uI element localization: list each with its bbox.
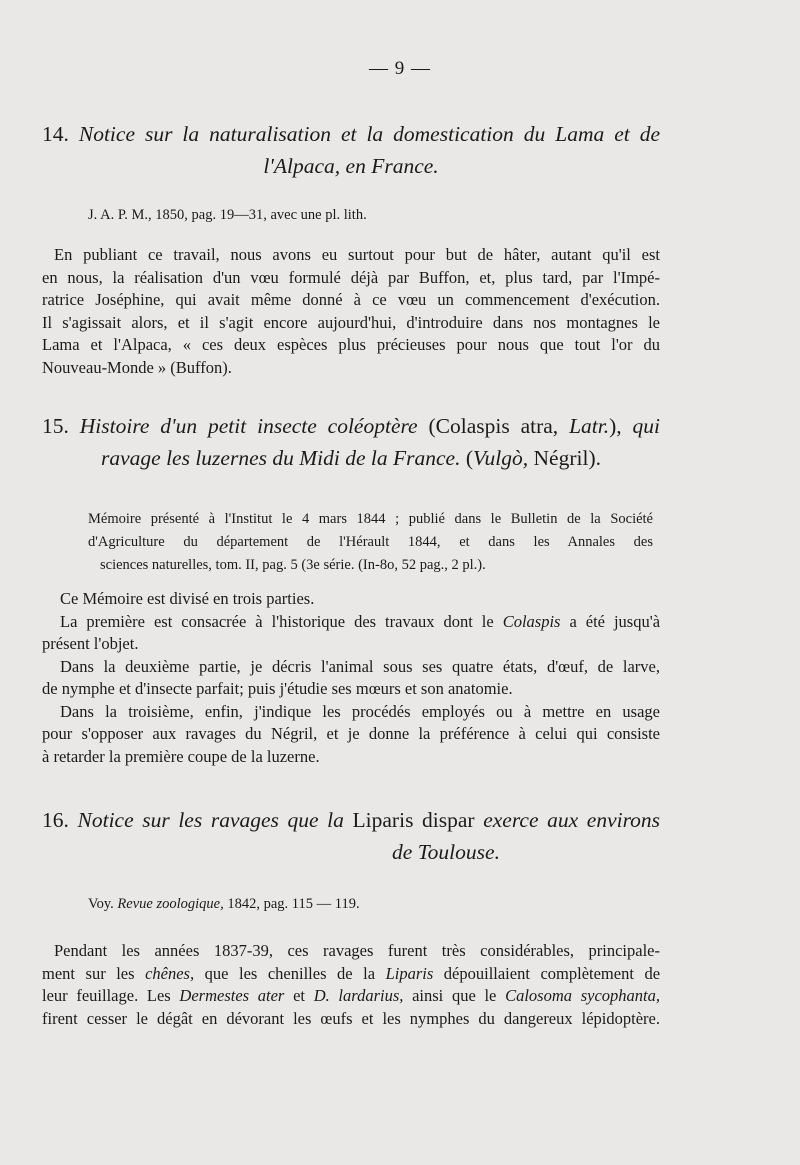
entry-15-number: 15. — [42, 414, 69, 438]
text-run: ment sur les — [42, 963, 135, 983]
paragraph-line: Il s'agissait alors, et il s'agit encore aujourd'hui, d'introduire dans nos montagnes le — [42, 312, 660, 332]
text-run: Calosoma sycophanta, — [505, 986, 660, 1005]
text-run: Revue zoologique, — [117, 896, 224, 912]
text-run: chênes, — [145, 963, 195, 983]
paragraph-line: Ce Mémoire est divisé en trois parties. — [60, 589, 315, 608]
paragraph-line: présent l'objet. — [42, 634, 139, 653]
memo-line: Mémoire présenté à l'Institut le 4 mars 1844 ; publié dans le Bulletin de la Société — [88, 511, 653, 527]
paragraph-line: ratrice Joséphine, qui avait même donné à ce vœu un commencement d'exécution. — [42, 290, 660, 309]
text-run: 1842, pag. 115 — 119. — [227, 896, 360, 912]
paragraph-line: Pendant les années 1837-39, ces ravages furent très considérables, principale- — [54, 941, 660, 960]
text-run: a été jusqu'à — [569, 611, 661, 631]
text-run: Dermestes ater — [179, 986, 285, 1005]
memo-line: d'Agriculture du département de l'Hérault 1844, et dans les Annales des — [88, 534, 653, 550]
entry-15-title-part: (Colaspis atra, — [428, 414, 559, 438]
text-run: Liparis — [385, 963, 434, 983]
entry-16-title — [42, 804, 660, 868]
paragraph-line: Dans la troisième, enfin, j'indique les procédés employés ou à mettre en usage — [60, 701, 660, 721]
paragraph-line: à retarder la première coupe de la luzerne. — [42, 746, 320, 766]
text-run: dépouillaient complètement de — [443, 963, 661, 983]
paragraph-line: Nouveau-Monde » (Buffon). — [42, 357, 232, 377]
paragraph-line: Dans la deuxième partie, je décris l'animal sous ses quatre états, d'œuf, de larve, — [60, 656, 660, 676]
entry-16-title-line2: de Toulouse. — [392, 840, 500, 864]
entry-15-title-part: Négril). — [533, 446, 601, 470]
paragraph-line: En publiant ce travail, nous avons eu surtout pour but de hâter, autant qu'il est — [54, 245, 660, 264]
text-run: La première est consacrée à l'historique des travaux dont le — [60, 611, 494, 631]
memo-line: sciences naturelles, tom. II, pag. 5 (3e série. (In-8o, 52 pag., 2 pl.). — [100, 557, 486, 573]
text-run: que les chenilles de la — [204, 963, 376, 983]
entry-15-title-part: ravage les luzernes du Midi de la France. — [101, 446, 461, 470]
paragraph-line — [42, 985, 660, 1008]
entry-16-title-part: exerce aux environs — [483, 808, 661, 832]
entry-15-title-part: Histoire d'un petit insecte coléoptère — [79, 414, 418, 438]
entry-15-title — [42, 410, 660, 474]
paragraph-line: pour s'opposer aux ravages du Négril, et je donne la préférence à celui qui consiste — [42, 724, 660, 743]
page-number: — 9 — — [369, 58, 431, 79]
entry-15-title-part: Latr. — [569, 414, 610, 438]
entry-14-number: 14. — [42, 122, 69, 146]
paragraph-line: firent cesser le dégât en dévorant les œufs et les nymphes du dangereux lépidoptère. — [42, 1008, 660, 1028]
entry-15-title-part: qui — [632, 414, 661, 438]
entry-16-reference — [88, 896, 360, 913]
entry-16-paragraph — [42, 940, 660, 1030]
text-run: et — [293, 986, 305, 1005]
entry-15-title-part: ), — [609, 414, 622, 438]
text-run: ainsi que le — [412, 986, 497, 1005]
entry-16-number: 16. — [42, 808, 69, 832]
entry-14-paragraph — [42, 244, 660, 379]
paragraph-line: Lama et l'Alpaca, « ces deux espèces plus précieuses pour nous que tout l'or du — [42, 335, 660, 354]
text-run: leur feuillage. Les — [42, 986, 171, 1005]
text-run: Voy. — [88, 896, 114, 912]
paragraph-line — [42, 963, 660, 986]
entry-16-title-part: Notice sur les ravages que la — [77, 808, 344, 832]
paragraph-line — [42, 611, 660, 634]
entry-15-title-part: Vulgò, — [473, 446, 529, 470]
entry-15-body — [42, 588, 660, 768]
entry-15-memo — [88, 508, 653, 577]
entry-14-title — [42, 118, 660, 182]
text-run: Colaspis — [502, 611, 561, 631]
paragraph-line: en nous, la réalisation d'un vœu formulé déjà par Buffon, et, plus tard, par l'Impé- — [42, 267, 660, 287]
entry-14-title-line2: l'Alpaca, en France. — [263, 154, 439, 178]
entry-14-reference: J. A. P. M., 1850, pag. 19—31, avec une pl. lith. — [88, 207, 367, 223]
entry-14-title-line1: Notice sur la naturalisation et la domestication du Lama et de — [78, 122, 660, 146]
entry-16-title-part: Liparis dispar — [352, 808, 475, 832]
paragraph-line: de nymphe et d'insecte parfait; puis j'étudie ses mœurs et son anatomie. — [42, 679, 513, 698]
entry-15-title-part: ( — [465, 446, 473, 470]
text-run: D. lardarius, — [313, 986, 404, 1005]
